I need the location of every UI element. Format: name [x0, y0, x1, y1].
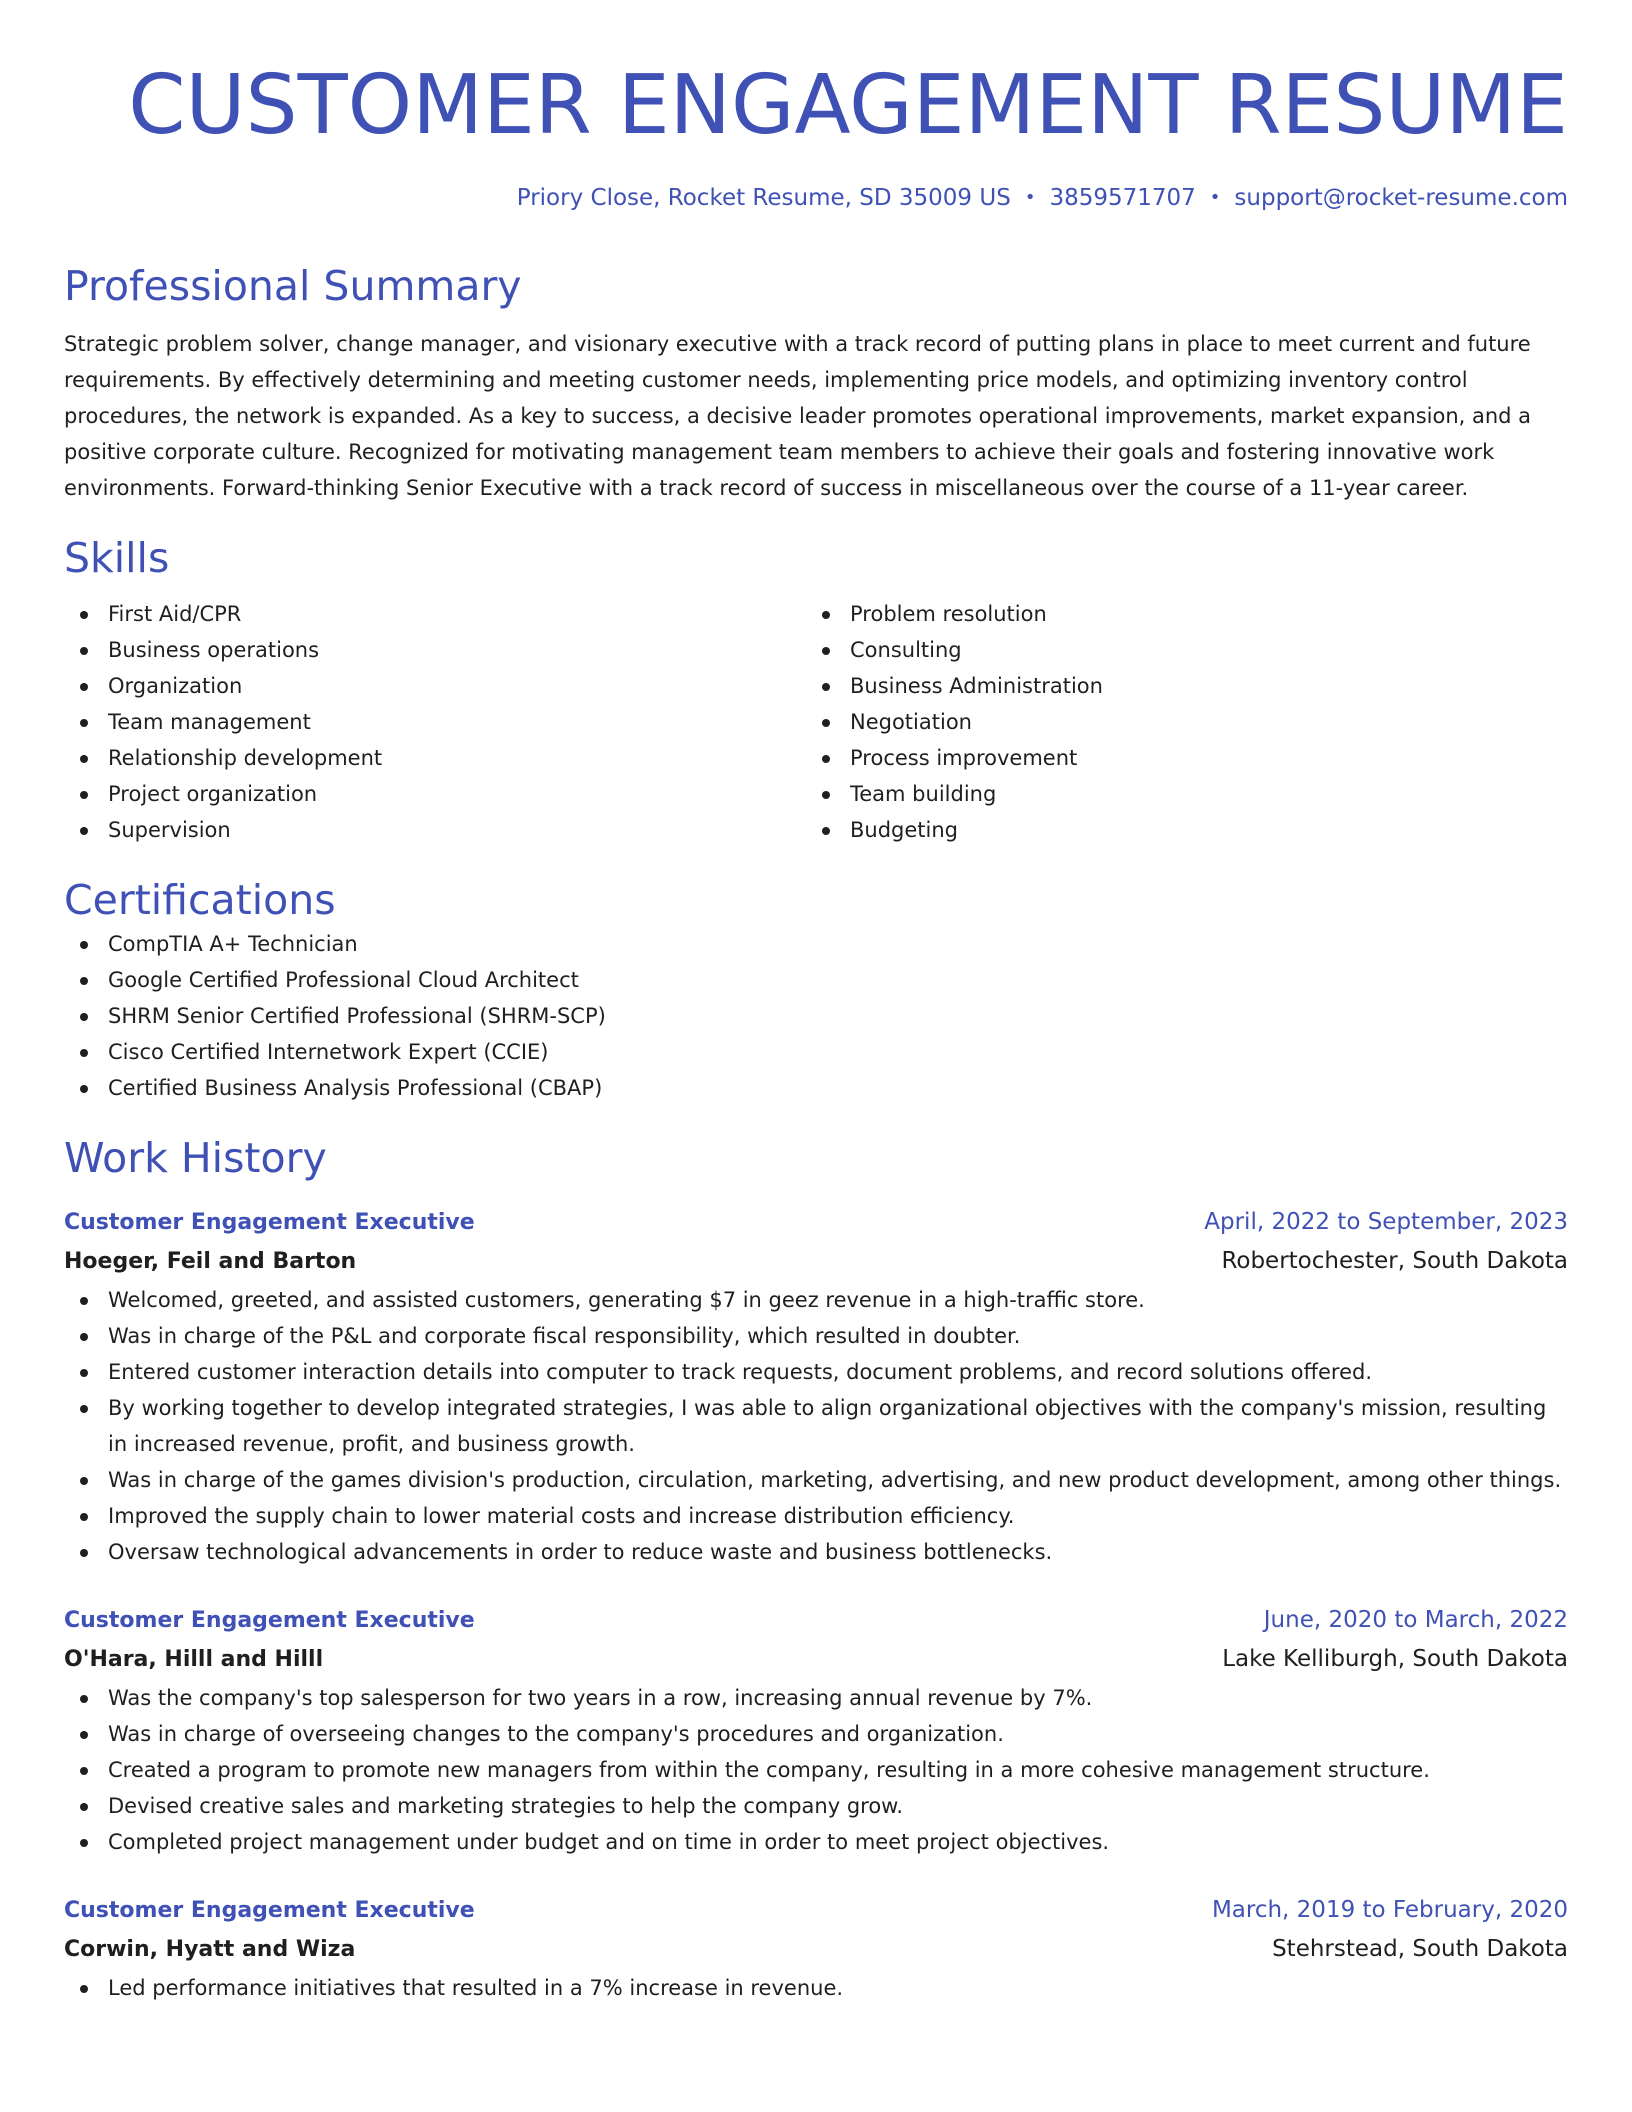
skills-list-left	[64, 596, 806, 848]
skill-item: First Aid/CPR	[64, 596, 806, 632]
skill-item: Negotiation	[806, 704, 1548, 740]
job-dates: June, 2020 to March, 2022	[1263, 1607, 1568, 1633]
contact-line	[64, 182, 1568, 214]
job-company: Hoeger, Feil and Barton	[64, 1249, 357, 1274]
job-location: Stehrstead, South Dakota	[1272, 1936, 1568, 1962]
job-dates: March, 2019 to February, 2020	[1211, 1897, 1568, 1923]
job-bullet: Led performance initiatives that resulted in a 7% increase in revenue.	[64, 1970, 1568, 2006]
certifications-list	[64, 926, 1568, 1106]
job-bullet: By working together to develop integrated strategies, I was able to align organizational objectives with the company's mission, resulting in increased revenue, profit, and business growth.	[64, 1390, 1568, 1462]
job-title: Customer Engagement Executive	[64, 1608, 475, 1633]
certification-item: CompTIA A+ Technician	[64, 926, 1568, 962]
job-bullet: Oversaw technological advancements in order to reduce waste and business bottlenecks.	[64, 1534, 1568, 1570]
job-bullet-list	[64, 1680, 1568, 1860]
certification-item: Google Certified Professional Cloud Architect	[64, 962, 1568, 998]
skill-item: Team building	[806, 776, 1548, 812]
skill-item: Team management	[64, 704, 806, 740]
skills-grid	[64, 596, 1568, 848]
contact-address: Priory Close, Rocket Resume, SD 35009 US	[516, 185, 1011, 211]
job-title-row	[64, 1892, 1568, 1929]
job-location: Lake Kelliburgh, South Dakota	[1222, 1646, 1568, 1672]
job-entry	[64, 1602, 1568, 1860]
certification-item: Cisco Certified Internetwork Expert (CCIE)	[64, 1034, 1568, 1070]
job-location: Robertochester, South Dakota	[1221, 1248, 1568, 1274]
contact-email[interactable]: support@rocket-resume.com	[1234, 185, 1568, 211]
job-bullet: Welcomed, greeted, and assisted customers, generating $7 in geez revenue in a high-traffic store.	[64, 1282, 1568, 1318]
skill-item: Relationship development	[64, 740, 806, 776]
skill-item: Project organization	[64, 776, 806, 812]
job-bullet: Was in charge of the P&L and corporate fiscal responsibility, which resulted in doubter.	[64, 1318, 1568, 1354]
job-title: Customer Engagement Executive	[64, 1210, 475, 1235]
contact-separator: •	[1209, 187, 1221, 208]
job-bullet: Was in charge of overseeing changes to the company's procedures and organization.	[64, 1716, 1568, 1752]
summary-text: Strategic problem solver, change manager, and visionary executive with a track record of putting plans in place to meet current and future requirements. By effectively determining and meeting customer needs, implementing price models, and optimizing inventory control procedures, the network is expanded. As a key to success, a decisive leader promotes operational improvements, market expansion, and a positive corporate culture. Recognized for motivating management team members to achieve their goals and fostering innovative work environments. Forward-thinking Senior Executive with a track record of success in miscellaneous over the course of a 11-year career.	[64, 332, 1532, 500]
skill-item: Organization	[64, 668, 806, 704]
job-dates: April, 2022 to September, 2023	[1204, 1209, 1568, 1235]
certifications-heading: Certifications	[64, 876, 336, 924]
skill-item: Business operations	[64, 632, 806, 668]
certification-item: Certified Business Analysis Professional (CBAP)	[64, 1070, 1568, 1106]
job-title-row	[64, 1204, 1568, 1241]
summary-heading: Professional Summary	[64, 262, 522, 310]
skills-column-right	[806, 596, 1548, 848]
job-company-row	[64, 1639, 1568, 1680]
job-bullet: Was the company's top salesperson for two years in a row, increasing annual revenue by 7%.	[64, 1680, 1568, 1716]
skill-item: Business Administration	[806, 668, 1548, 704]
skill-item: Supervision	[64, 812, 806, 848]
skills-heading: Skills	[64, 534, 170, 582]
job-title: Customer Engagement Executive	[64, 1898, 475, 1923]
job-bullet: Entered customer interaction details into computer to track requests, document problems, and record solutions offered.	[64, 1354, 1568, 1390]
resume-title: CUSTOMER ENGAGEMENT RESUME	[128, 58, 1568, 153]
job-bullet: Was in charge of the games division's production, circulation, marketing, advertising, and new product development, among other things.	[64, 1462, 1568, 1498]
skill-item: Process improvement	[806, 740, 1548, 776]
job-title-row	[64, 1602, 1568, 1639]
work-history-heading: Work History	[64, 1134, 327, 1182]
certification-item: SHRM Senior Certified Professional (SHRM-SCP)	[64, 998, 1568, 1034]
skills-list-right	[806, 596, 1548, 848]
job-bullet: Improved the supply chain to lower material costs and increase distribution efficiency.	[64, 1498, 1568, 1534]
job-company: Corwin, Hyatt and Wiza	[64, 1937, 356, 1962]
job-company-row	[64, 1929, 1568, 1970]
skills-column-left	[64, 596, 806, 848]
job-entry	[64, 1892, 1568, 2006]
skill-item: Budgeting	[806, 812, 1548, 848]
job-bullet-list	[64, 1282, 1568, 1570]
job-entry	[64, 1204, 1568, 1570]
job-company: O'Hara, Hilll and Hilll	[64, 1647, 324, 1672]
job-bullet: Devised creative sales and marketing strategies to help the company grow.	[64, 1788, 1568, 1824]
skill-item: Consulting	[806, 632, 1548, 668]
job-company-row	[64, 1241, 1568, 1282]
job-bullet-list	[64, 1970, 1568, 2006]
contact-phone: 3859571707	[1049, 185, 1196, 211]
contact-separator: •	[1024, 187, 1036, 208]
job-bullet: Completed project management under budget and on time in order to meet project objectives.	[64, 1824, 1568, 1860]
skill-item: Problem resolution	[806, 596, 1548, 632]
job-bullet: Created a program to promote new managers from within the company, resulting in a more cohesive management structure.	[64, 1752, 1568, 1788]
